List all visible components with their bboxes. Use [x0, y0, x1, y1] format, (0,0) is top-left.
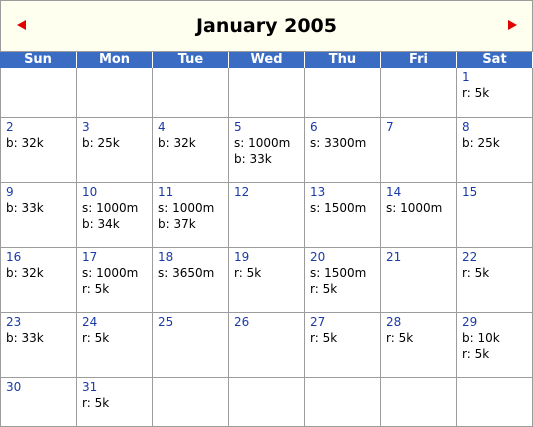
day-cell-1[interactable]	[457, 68, 533, 118]
day-entries	[6, 135, 44, 151]
empty-day-cell	[77, 68, 153, 118]
activity-entry: r: 5k	[310, 282, 338, 296]
day-entries	[310, 200, 366, 216]
day-number[interactable]: 8	[462, 120, 470, 134]
next-month-icon[interactable]	[505, 18, 519, 32]
day-number[interactable]: 12	[234, 185, 250, 199]
activity-entry: b: 32k	[158, 136, 196, 150]
activity-entry: b: 32k	[6, 136, 44, 150]
day-entries	[158, 135, 196, 151]
day-number[interactable]: 2	[6, 120, 14, 134]
day-entries	[234, 135, 290, 167]
day-number[interactable]: 9	[6, 185, 14, 199]
day-entries	[158, 200, 214, 232]
weekday-header-fri: Fri	[381, 52, 457, 68]
day-number[interactable]: 20	[310, 250, 326, 264]
activity-entry: b: 25k	[462, 136, 500, 150]
day-number[interactable]: 15	[462, 185, 478, 199]
day-entries	[82, 330, 109, 346]
activity-entry: r: 5k	[82, 282, 110, 296]
weekday-header-sat: Sat	[457, 52, 533, 68]
day-entries	[6, 330, 44, 346]
weekday-header-sun: Sun	[0, 52, 77, 68]
day-cell-14[interactable]	[381, 183, 457, 248]
day-entries	[82, 265, 138, 297]
day-number[interactable]: 7	[386, 120, 394, 134]
day-cell-9[interactable]	[0, 183, 77, 248]
day-number[interactable]: 17	[82, 250, 98, 264]
day-cell-13[interactable]	[305, 183, 381, 248]
day-entries	[310, 265, 366, 297]
activity-entry: s: 1000m	[234, 136, 291, 150]
activity-entry: r: 5k	[462, 347, 490, 361]
activity-entry: s: 1000m	[82, 266, 139, 280]
day-entries	[6, 265, 44, 281]
day-cell-2[interactable]	[0, 118, 77, 183]
day-number[interactable]: 25	[158, 315, 174, 329]
empty-day-cell	[0, 68, 77, 118]
day-number[interactable]: 14	[386, 185, 402, 199]
day-entries	[310, 135, 366, 151]
empty-day-cell	[305, 378, 381, 427]
day-cell-19[interactable]	[229, 248, 305, 313]
day-cell-30[interactable]	[0, 378, 77, 427]
activity-entry: s: 3300m	[310, 136, 367, 150]
day-cell-29[interactable]	[457, 313, 533, 378]
empty-day-cell	[381, 68, 457, 118]
day-entries	[462, 265, 489, 281]
activity-entry: r: 5k	[82, 396, 110, 410]
day-cell-6[interactable]	[305, 118, 381, 183]
day-cell-20[interactable]	[305, 248, 381, 313]
day-cell-27[interactable]	[305, 313, 381, 378]
day-entries	[82, 200, 138, 232]
day-cell-18[interactable]	[153, 248, 229, 313]
day-number[interactable]: 10	[82, 185, 98, 199]
empty-day-cell	[381, 378, 457, 427]
day-cell-5[interactable]	[229, 118, 305, 183]
day-entries	[82, 135, 120, 151]
day-cell-28[interactable]	[381, 313, 457, 378]
activity-entry: r: 5k	[462, 266, 490, 280]
day-cell-31[interactable]	[77, 378, 153, 427]
activity-entry: b: 32k	[6, 266, 44, 280]
day-number[interactable]: 30	[6, 380, 22, 394]
day-cell-22[interactable]	[457, 248, 533, 313]
activity-entry: s: 1000m	[386, 201, 443, 215]
weekday-header-tue: Tue	[153, 52, 229, 68]
day-number[interactable]: 23	[6, 315, 22, 329]
calendar-grid	[0, 68, 533, 427]
day-cell-25[interactable]	[153, 313, 229, 378]
day-number[interactable]: 16	[6, 250, 22, 264]
activity-entry: b: 10k	[462, 331, 500, 345]
activity-entry: s: 3650m	[158, 266, 215, 280]
day-number[interactable]: 21	[386, 250, 402, 264]
activity-entry: b: 33k	[6, 331, 44, 345]
day-cell-21[interactable]	[381, 248, 457, 313]
activity-entry: r: 5k	[462, 86, 490, 100]
empty-day-cell	[153, 68, 229, 118]
day-number[interactable]: 27	[310, 315, 326, 329]
empty-day-cell	[229, 378, 305, 427]
activity-entry: b: 33k	[6, 201, 44, 215]
activity-entry: r: 5k	[310, 331, 338, 345]
day-number[interactable]: 4	[158, 120, 166, 134]
activity-entry: b: 37k	[158, 217, 196, 231]
day-number[interactable]: 19	[234, 250, 250, 264]
activity-entry: s: 1000m	[158, 201, 215, 215]
day-number[interactable]: 18	[158, 250, 174, 264]
day-cell-10[interactable]	[77, 183, 153, 248]
day-entries	[234, 265, 261, 281]
day-number[interactable]: 13	[310, 185, 326, 199]
activity-entry: b: 34k	[82, 217, 120, 231]
calendar-title-bar	[0, 0, 533, 52]
activity-entry: s: 1500m	[310, 266, 367, 280]
day-cell-7[interactable]	[381, 118, 457, 183]
day-cell-16[interactable]	[0, 248, 77, 313]
day-entries	[158, 265, 214, 281]
day-number[interactable]: 31	[82, 380, 98, 394]
day-entries	[386, 200, 442, 216]
day-number[interactable]: 22	[462, 250, 478, 264]
day-entries	[462, 135, 500, 151]
day-number[interactable]: 29	[462, 315, 478, 329]
day-entries	[386, 330, 413, 346]
activity-entry: r: 5k	[82, 331, 110, 345]
activity-entry: b: 25k	[82, 136, 120, 150]
day-cell-17[interactable]	[77, 248, 153, 313]
day-cell-3[interactable]	[77, 118, 153, 183]
empty-day-cell	[305, 68, 381, 118]
day-number[interactable]: 6	[310, 120, 318, 134]
day-cell-23[interactable]	[0, 313, 77, 378]
day-cell-8[interactable]	[457, 118, 533, 183]
day-entries	[462, 330, 500, 362]
empty-day-cell	[153, 378, 229, 427]
day-entries	[462, 85, 489, 101]
day-entries	[82, 395, 109, 411]
weekday-header-wed: Wed	[229, 52, 305, 68]
day-cell-4[interactable]	[153, 118, 229, 183]
day-cell-24[interactable]	[77, 313, 153, 378]
day-cell-15[interactable]	[457, 183, 533, 248]
day-number[interactable]: 28	[386, 315, 402, 329]
day-number[interactable]: 24	[82, 315, 98, 329]
day-number[interactable]: 3	[82, 120, 90, 134]
day-number[interactable]: 1	[462, 70, 470, 84]
day-entries	[6, 200, 44, 216]
activity-entry: s: 1000m	[82, 201, 139, 215]
activity-entry: b: 33k	[234, 152, 272, 166]
weekday-header-thu: Thu	[305, 52, 381, 68]
empty-day-cell	[457, 378, 533, 427]
day-number[interactable]: 5	[234, 120, 242, 134]
month-title: January 2005	[195, 15, 337, 37]
day-cell-26[interactable]	[229, 313, 305, 378]
day-number[interactable]: 26	[234, 315, 250, 329]
day-cell-11[interactable]	[153, 183, 229, 248]
activity-entry: s: 1500m	[310, 201, 367, 215]
day-number[interactable]: 11	[158, 185, 174, 199]
day-entries	[310, 330, 337, 346]
activity-entry: r: 5k	[234, 266, 262, 280]
weekday-header-mon: Mon	[77, 52, 153, 68]
empty-day-cell	[229, 68, 305, 118]
activity-entry: r: 5k	[386, 331, 414, 345]
day-cell-12[interactable]	[229, 183, 305, 248]
